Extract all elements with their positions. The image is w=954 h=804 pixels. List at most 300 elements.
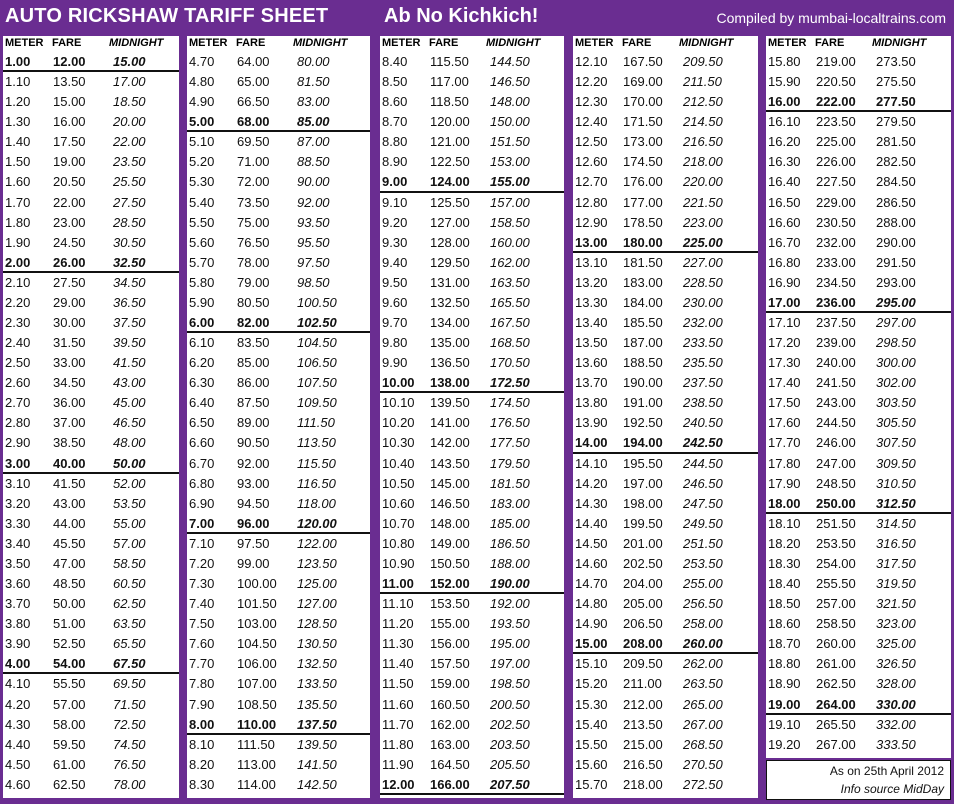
slogan: Ab No Kichkich! (384, 5, 539, 27)
day-fare: 66.50 (237, 94, 270, 110)
day-fare: 234.50 (816, 274, 856, 290)
midnight-header: MIDNIGHT (486, 37, 541, 49)
tariff-row (3, 273, 179, 293)
tariff-row (3, 534, 179, 554)
meter-reading: 12.30 (575, 94, 608, 110)
meter-reading: 8.30 (189, 776, 215, 792)
tariff-row (3, 92, 179, 112)
meter-reading: 6.60 (189, 435, 215, 451)
midnight-fare: 193.50 (490, 616, 530, 632)
meter-reading: 18.30 (768, 555, 801, 571)
day-fare: 233.00 (816, 254, 856, 270)
meter-reading: 12.90 (575, 214, 608, 230)
day-fare: 194.00 (623, 435, 663, 451)
tariff-row (3, 313, 179, 333)
meter-reading: 18.80 (768, 656, 801, 672)
day-fare: 149.00 (430, 535, 470, 551)
tariff-row (187, 474, 370, 494)
meter-reading: 10.70 (382, 515, 415, 531)
day-fare: 176.00 (623, 174, 663, 190)
meter-reading: 18.60 (768, 616, 801, 632)
day-fare: 23.00 (53, 214, 86, 230)
meter-reading: 4.70 (189, 54, 215, 69)
tariff-row (766, 132, 951, 152)
midnight-fare: 78.00 (113, 776, 146, 792)
tariff-row (573, 273, 758, 293)
midnight-fare: 52.00 (113, 475, 146, 491)
tariff-row (573, 433, 758, 453)
midnight-fare: 69.50 (113, 676, 146, 692)
midnight-fare: 227.00 (683, 254, 723, 270)
meter-reading: 2.90 (5, 435, 31, 451)
day-fare: 267.00 (816, 736, 856, 752)
meter-reading: 10.00 (382, 375, 415, 391)
day-fare: 198.00 (623, 495, 663, 511)
day-fare: 243.00 (816, 395, 856, 411)
meter-header: METER (768, 37, 807, 49)
meter-reading: 2.50 (5, 355, 31, 371)
day-fare: 156.00 (430, 636, 470, 652)
tariff-row (3, 715, 179, 735)
midnight-fare: 272.50 (683, 776, 723, 792)
tariff-row (766, 112, 951, 132)
day-fare: 89.00 (237, 415, 270, 431)
column-header (573, 36, 758, 52)
day-fare: 226.00 (816, 154, 856, 170)
header-bar (0, 0, 954, 36)
midnight-fare: 122.00 (297, 535, 337, 551)
tariff-row (3, 433, 179, 453)
day-fare: 61.00 (53, 756, 86, 772)
tariff-row (380, 634, 564, 654)
info-source: Info source MidDay (840, 782, 944, 796)
midnight-fare: 330.00 (876, 696, 916, 712)
day-fare: 124.00 (430, 174, 470, 190)
day-fare: 41.50 (53, 475, 86, 491)
tariff-row (766, 373, 951, 393)
midnight-fare: 200.50 (490, 696, 530, 712)
midnight-fare: 181.50 (490, 475, 530, 491)
midnight-fare: 307.50 (876, 435, 916, 451)
midnight-fare: 97.50 (297, 254, 330, 270)
day-fare: 121.00 (430, 134, 470, 150)
day-fare: 201.00 (623, 535, 663, 551)
meter-reading: 6.10 (189, 335, 215, 351)
tariff-row (380, 393, 564, 413)
midnight-fare: 116.50 (297, 475, 336, 491)
midnight-fare: 20.00 (113, 114, 146, 130)
midnight-fare: 109.50 (297, 395, 337, 411)
midnight-fare: 37.50 (113, 315, 146, 331)
tariff-row (573, 353, 758, 373)
midnight-fare: 174.50 (490, 395, 530, 411)
day-fare: 44.00 (53, 515, 86, 531)
day-fare: 104.50 (237, 636, 277, 652)
meter-reading: 8.00 (189, 716, 215, 732)
day-fare: 94.50 (237, 495, 270, 511)
meter-reading: 12.00 (382, 776, 415, 792)
tariff-row (187, 514, 370, 534)
midnight-fare: 325.00 (876, 636, 916, 652)
tariff-row (380, 514, 564, 534)
midnight-header: MIDNIGHT (679, 37, 734, 49)
meter-reading: 15.40 (575, 716, 608, 732)
meter-reading: 1.30 (5, 114, 31, 130)
tariff-row (573, 715, 758, 735)
midnight-fare: 17.00 (113, 74, 146, 90)
midnight-fare: 230.00 (683, 294, 723, 310)
meter-reading: 5.30 (189, 174, 215, 190)
tariff-row (766, 554, 951, 574)
midnight-fare: 57.00 (113, 535, 146, 551)
meter-reading: 13.80 (575, 395, 608, 411)
tariff-row (380, 674, 564, 694)
tariff-row (766, 393, 951, 413)
tariff-row (573, 454, 758, 474)
midnight-fare: 104.50 (297, 335, 337, 351)
tariff-row (3, 514, 179, 534)
meter-reading: 17.20 (768, 335, 801, 351)
midnight-fare: 253.50 (683, 555, 723, 571)
day-fare: 38.50 (53, 435, 86, 451)
day-fare: 205.00 (623, 596, 663, 612)
meter-reading: 17.40 (768, 375, 801, 391)
meter-reading: 2.00 (5, 254, 31, 270)
midnight-fare: 41.50 (113, 355, 146, 371)
tariff-row (766, 152, 951, 172)
midnight-header: MIDNIGHT (109, 37, 164, 49)
meter-reading: 18.40 (768, 576, 801, 592)
day-fare: 103.00 (237, 616, 277, 632)
meter-reading: 11.30 (382, 636, 414, 652)
meter-reading: 17.10 (768, 315, 801, 331)
tariff-row (380, 715, 564, 735)
tariff-row (573, 213, 758, 233)
day-fare: 79.00 (237, 274, 270, 290)
tariff-row (766, 735, 951, 755)
tariff-row (766, 574, 951, 594)
day-fare: 22.00 (53, 194, 86, 210)
tariff-row (573, 193, 758, 213)
tariff-row (187, 634, 370, 654)
day-fare: 30.00 (53, 315, 86, 331)
meter-reading: 7.80 (189, 676, 215, 692)
day-fare: 128.00 (430, 234, 470, 250)
meter-reading: 14.70 (575, 576, 608, 592)
tariff-row (3, 474, 179, 494)
day-fare: 97.50 (237, 535, 270, 551)
day-fare: 86.00 (237, 375, 270, 391)
tariff-row (573, 534, 758, 554)
day-fare: 184.00 (623, 294, 663, 310)
day-fare: 162.00 (430, 716, 470, 732)
day-fare: 33.00 (53, 355, 86, 371)
day-fare: 218.00 (623, 776, 663, 792)
midnight-fare: 197.00 (490, 656, 530, 672)
midnight-fare: 265.00 (683, 696, 723, 712)
meter-reading: 11.10 (382, 596, 414, 612)
day-fare: 225.00 (816, 134, 856, 150)
tariff-row (3, 413, 179, 433)
tariff-row (187, 554, 370, 574)
meter-reading: 16.10 (768, 114, 801, 130)
tariff-row (187, 574, 370, 594)
midnight-fare: 43.00 (113, 375, 146, 391)
meter-reading: 11.20 (382, 616, 414, 632)
tariff-row (380, 233, 564, 253)
day-fare: 206.50 (623, 616, 663, 632)
tariff-row (3, 293, 179, 313)
midnight-fare: 286.50 (876, 194, 916, 210)
tariff-row (187, 112, 370, 132)
tariff-row (3, 393, 179, 413)
midnight-fare: 218.00 (683, 154, 723, 170)
meter-reading: 10.80 (382, 535, 415, 551)
midnight-fare: 148.00 (490, 94, 530, 110)
day-fare: 188.50 (623, 355, 663, 371)
meter-header: METER (382, 37, 421, 49)
tariff-row (3, 112, 179, 132)
day-fare: 248.50 (816, 475, 856, 491)
midnight-fare: 300.00 (876, 355, 916, 371)
day-fare: 178.50 (623, 214, 663, 230)
day-fare: 45.50 (53, 535, 86, 551)
meter-reading: 6.70 (189, 455, 215, 471)
meter-reading: 10.50 (382, 475, 415, 491)
midnight-fare: 314.50 (876, 515, 916, 531)
day-fare: 75.00 (237, 214, 270, 230)
tariff-row (3, 373, 179, 393)
tariff-row (766, 695, 951, 715)
midnight-fare: 141.50 (297, 756, 337, 772)
day-fare: 13.50 (53, 74, 86, 90)
day-fare: 65.00 (237, 74, 270, 90)
tariff-row (573, 695, 758, 715)
midnight-fare: 251.50 (683, 535, 723, 551)
day-fare: 222.00 (816, 94, 856, 110)
midnight-fare: 93.50 (297, 214, 330, 230)
tariff-row (766, 614, 951, 634)
midnight-fare: 240.50 (683, 415, 723, 431)
tariff-row (766, 313, 951, 333)
day-fare: 100.00 (237, 576, 277, 592)
meter-reading: 16.70 (768, 234, 801, 250)
midnight-fare: 15.00 (113, 54, 146, 69)
day-fare: 240.00 (816, 355, 856, 371)
day-fare: 177.00 (623, 194, 663, 210)
tariff-row (766, 674, 951, 694)
day-fare: 247.00 (816, 455, 856, 471)
day-fare: 192.50 (623, 415, 663, 431)
midnight-fare: 209.50 (683, 54, 723, 69)
tariff-row (380, 534, 564, 554)
day-fare: 47.00 (53, 555, 86, 571)
midnight-fare: 183.00 (490, 495, 530, 511)
day-fare: 152.00 (430, 576, 470, 592)
day-fare: 246.00 (816, 435, 856, 451)
meter-reading: 17.70 (768, 435, 801, 451)
midnight-fare: 150.00 (490, 114, 530, 130)
midnight-fare: 223.00 (683, 214, 723, 230)
meter-reading: 2.60 (5, 375, 31, 391)
meter-reading: 1.50 (5, 154, 31, 170)
meter-reading: 1.40 (5, 134, 31, 150)
tariff-row (573, 72, 758, 92)
midnight-fare: 284.50 (876, 174, 916, 190)
day-fare: 64.00 (237, 54, 270, 69)
meter-reading: 18.20 (768, 535, 801, 551)
meter-reading: 9.30 (382, 234, 408, 250)
day-fare: 155.00 (430, 616, 470, 632)
tariff-column-1 (3, 36, 179, 798)
midnight-fare: 65.50 (113, 636, 146, 652)
meter-reading: 14.10 (575, 455, 608, 471)
day-fare: 20.50 (53, 174, 86, 190)
tariff-row (187, 52, 370, 72)
day-fare: 118.50 (430, 94, 469, 110)
meter-header: METER (575, 37, 614, 49)
day-fare: 183.00 (623, 274, 663, 290)
tariff-row (573, 775, 758, 795)
meter-reading: 17.60 (768, 415, 801, 431)
midnight-fare: 132.50 (297, 656, 337, 672)
tariff-row (766, 233, 951, 253)
day-fare: 90.50 (237, 435, 270, 451)
meter-reading: 11.80 (382, 736, 414, 752)
day-fare: 171.50 (623, 114, 663, 130)
meter-reading: 4.40 (5, 736, 31, 752)
tariff-row (3, 52, 179, 72)
day-fare: 150.50 (430, 555, 470, 571)
tariff-row (187, 333, 370, 353)
day-fare: 29.00 (53, 294, 86, 310)
midnight-fare: 192.00 (490, 596, 530, 612)
meter-reading: 8.80 (382, 134, 408, 150)
tariff-row (573, 92, 758, 112)
meter-reading: 17.30 (768, 355, 801, 371)
meter-reading: 10.30 (382, 435, 415, 451)
tariff-row (766, 92, 951, 112)
credit-text: Compiled by mumbai-localtrains.com (716, 10, 946, 26)
tariff-row (3, 253, 179, 273)
meter-reading: 1.60 (5, 174, 31, 190)
tariff-row (380, 193, 564, 213)
meter-reading: 2.70 (5, 395, 31, 411)
midnight-fare: 332.00 (876, 716, 916, 732)
meter-reading: 7.70 (189, 656, 215, 672)
meter-reading: 10.60 (382, 495, 415, 511)
tariff-row (187, 152, 370, 172)
tariff-row (380, 92, 564, 112)
tariff-row (766, 213, 951, 233)
tariff-row (573, 152, 758, 172)
midnight-fare: 165.50 (490, 294, 530, 310)
tariff-row (573, 614, 758, 634)
tariff-row (573, 654, 758, 674)
meter-reading: 1.70 (5, 194, 31, 210)
tariff-row (380, 775, 564, 795)
tariff-row (766, 494, 951, 514)
tariff-row (766, 594, 951, 614)
tariff-row (573, 554, 758, 574)
midnight-fare: 142.50 (297, 776, 337, 792)
tariff-row (380, 433, 564, 453)
midnight-fare: 23.50 (113, 154, 146, 170)
meter-reading: 3.60 (5, 576, 31, 592)
day-fare: 52.50 (53, 636, 86, 652)
tariff-row (3, 152, 179, 172)
day-fare: 164.50 (430, 756, 470, 772)
midnight-fare: 74.50 (113, 736, 146, 752)
meter-reading: 13.00 (575, 234, 608, 250)
meter-reading: 5.90 (189, 294, 215, 310)
tariff-row (380, 152, 564, 172)
midnight-fare: 207.50 (490, 776, 530, 792)
meter-reading: 15.00 (575, 636, 608, 652)
tariff-row (187, 614, 370, 634)
meter-reading: 14.80 (575, 596, 608, 612)
tariff-row (187, 233, 370, 253)
meter-reading: 9.10 (382, 194, 408, 210)
tariff-row (380, 213, 564, 233)
midnight-fare: 107.50 (297, 375, 337, 391)
meter-reading: 6.30 (189, 375, 215, 391)
tariff-row (187, 132, 370, 152)
meter-reading: 15.30 (575, 696, 608, 712)
meter-reading: 13.10 (575, 254, 608, 270)
meter-reading: 8.90 (382, 154, 408, 170)
day-fare: 229.00 (816, 194, 856, 210)
meter-reading: 11.40 (382, 656, 414, 672)
meter-reading: 11.00 (382, 576, 414, 592)
tariff-row (766, 172, 951, 192)
tariff-row (187, 213, 370, 233)
midnight-fare: 273.50 (876, 54, 916, 69)
column-header (380, 36, 564, 52)
day-fare: 131.00 (430, 274, 470, 290)
tariff-row (3, 454, 179, 474)
day-fare: 55.50 (53, 676, 86, 692)
tariff-row (573, 373, 758, 393)
day-fare: 141.00 (430, 415, 470, 431)
day-fare: 37.00 (53, 415, 86, 431)
day-fare: 110.00 (237, 716, 277, 732)
meter-reading: 14.00 (575, 435, 608, 451)
midnight-fare: 282.50 (876, 154, 916, 170)
meter-reading: 4.90 (189, 94, 215, 110)
day-fare: 87.50 (237, 395, 270, 411)
meter-reading: 18.10 (768, 515, 801, 531)
midnight-fare: 168.50 (490, 335, 530, 351)
meter-reading: 15.10 (575, 656, 608, 672)
midnight-fare: 36.50 (113, 294, 146, 310)
day-fare: 72.00 (237, 174, 270, 190)
midnight-fare: 262.00 (683, 656, 723, 672)
midnight-fare: 202.50 (490, 716, 530, 732)
meter-reading: 9.60 (382, 294, 408, 310)
midnight-fare: 255.00 (683, 576, 723, 592)
midnight-fare: 323.00 (876, 616, 916, 632)
meter-reading: 10.10 (382, 395, 415, 411)
tariff-row (187, 695, 370, 715)
meter-reading: 13.40 (575, 315, 608, 331)
meter-reading: 4.10 (5, 676, 31, 692)
tariff-row (3, 654, 179, 674)
tariff-row (3, 353, 179, 373)
day-fare: 260.00 (816, 636, 856, 652)
day-fare: 17.50 (53, 134, 86, 150)
tariff-row (766, 514, 951, 534)
